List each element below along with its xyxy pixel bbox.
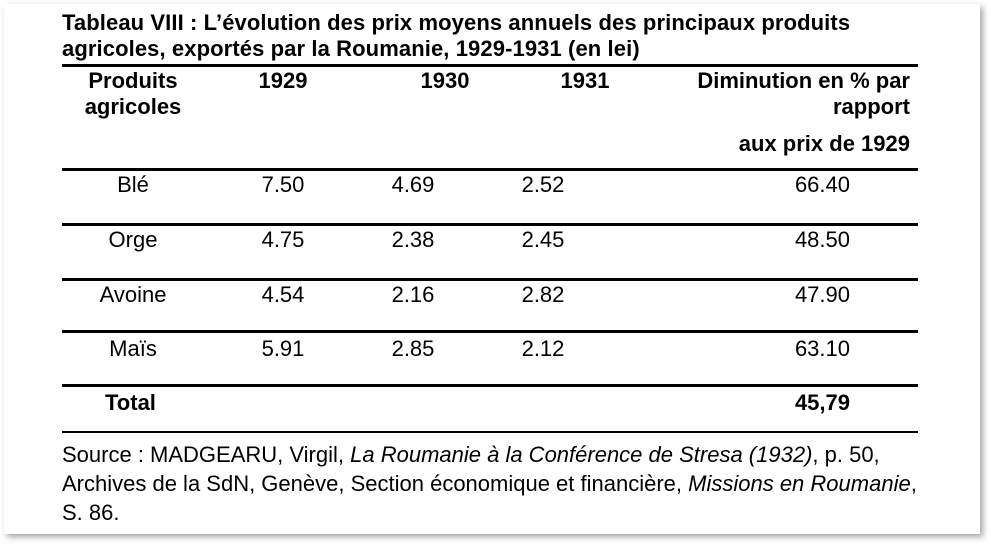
row-value-1930: 4.69 — [391, 172, 435, 197]
row-value-1931: 2.52 — [521, 172, 565, 197]
header-rule — [62, 168, 918, 171]
header-1931: 1931 — [560, 68, 610, 93]
source-suffix: , S. 86. — [62, 471, 917, 525]
header-1930: 1930 — [420, 68, 470, 93]
header-decrease-line2: rapport — [833, 94, 910, 119]
row-product: Maïs — [109, 336, 157, 361]
total-rule — [62, 384, 918, 387]
row-product: Blé — [117, 172, 149, 197]
source-mid: , p. 50, Archives de la SdN, Genève, Section économique et financière, — [62, 442, 880, 496]
row-rule — [62, 278, 918, 281]
row-decrease: 66.40 — [794, 172, 850, 197]
header-decrease-line3: aux prix de 1929 — [738, 131, 910, 156]
row-value-1930: 2.16 — [391, 282, 435, 307]
row-value-1929: 4.75 — [261, 227, 305, 252]
row-value-1931: 2.82 — [521, 282, 565, 307]
source-work-title: La Roumanie à la Conférence de Stresa (1932) — [350, 442, 813, 467]
row-decrease: 63.10 — [794, 336, 850, 361]
row-value-1929: 7.50 — [261, 172, 305, 197]
row-decrease: 47.90 — [794, 282, 850, 307]
header-1929: 1929 — [258, 68, 308, 93]
row-value-1931: 2.45 — [521, 227, 565, 252]
header-decrease — [650, 68, 910, 157]
row-value-1931: 2.12 — [521, 336, 565, 361]
row-product: Avoine — [99, 282, 167, 307]
source-collection-title: Missions en Roumanie — [688, 471, 911, 496]
total-label: Total — [105, 390, 156, 415]
row-value-1929: 4.54 — [261, 282, 305, 307]
source-prefix: Source : MADGEARU, Virgil, — [62, 442, 351, 467]
row-value-1930: 2.85 — [391, 336, 435, 361]
source-note — [62, 440, 932, 527]
bottom-rule — [62, 431, 918, 433]
top-rule — [62, 64, 918, 67]
row-rule — [62, 330, 918, 333]
row-decrease: 48.50 — [794, 227, 850, 252]
header-products-line2: agricoles — [84, 94, 182, 119]
total-value: 45,79 — [794, 390, 850, 415]
row-product: Orge — [108, 227, 158, 252]
header-decrease-line1: Diminution en % par — [697, 68, 910, 93]
header-products — [62, 68, 204, 120]
row-value-1930: 2.38 — [391, 227, 435, 252]
row-value-1929: 5.91 — [261, 336, 305, 361]
header-products-line1: Produits — [88, 68, 178, 93]
table-title: Tableau VIII : L’évolution des prix moyens annuels des principaux produits agricoles, exportés par la Roumanie, 1929-1931 (en lei) — [62, 10, 851, 61]
row-rule — [62, 223, 918, 226]
